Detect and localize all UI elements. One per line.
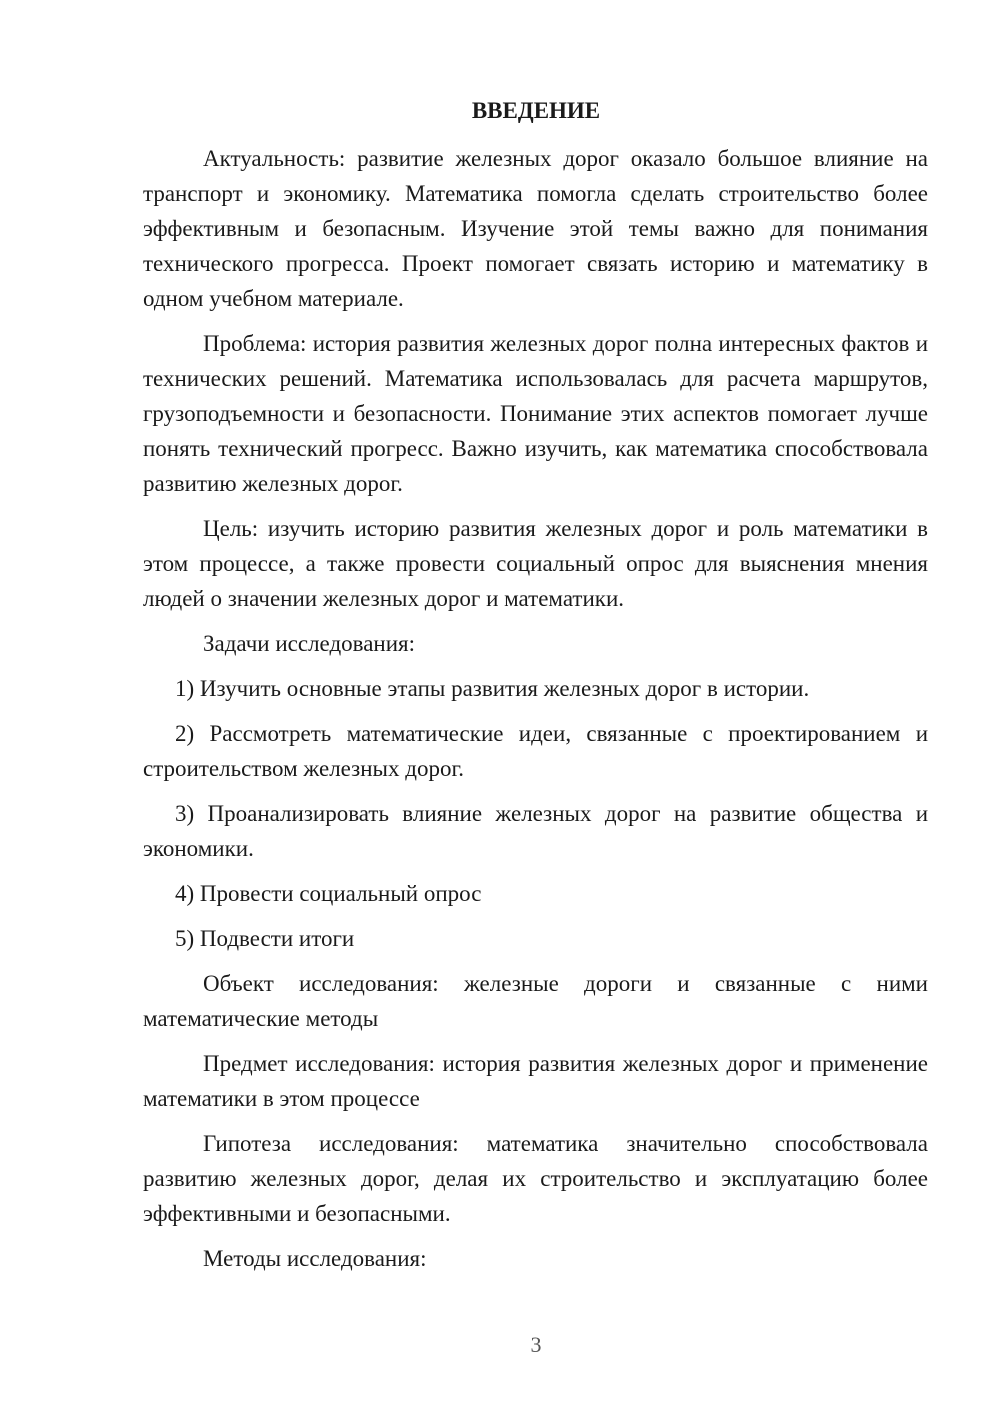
- task-item: 4) Провести социальный опрос: [175, 881, 482, 906]
- paragraph-hypothesis: Гипотеза исследования: математика значительно способствовала развитию железных дорог, делая их строительство и эксплуатацию более эффективными и безопасными.: [143, 1131, 928, 1226]
- paragraph-actuality: Актуальность: развитие железных дорог оказало большое влияние на транспорт и экономику. Математика помогла сделать строительство более эффективным и безопасным. Изучение этой темы важно для понимания технического прогресса. Проект помогает связать историю и математику в одном учебном материале.: [143, 146, 928, 311]
- task-item: 5) Подвести итоги: [175, 926, 355, 951]
- page-number: 3: [530, 1332, 542, 1357]
- paragraph-subject: Предмет исследования: история развития железных дорог и применение математики в этом процессе: [143, 1051, 928, 1111]
- paragraph-object: Объект исследования: железные дороги и связанные с ними математические методы: [143, 971, 928, 1031]
- task-item: 3) Проанализировать влияние железных дорог на развитие общества и экономики.: [143, 801, 928, 861]
- paragraph-problem: Проблема: история развития железных дорог полна интересных фактов и технических решений. Математика использовалась для расчета маршрутов, грузоподъемности и безопасности. Понимание этих аспектов помогает лучше понять технический прогресс. Важно изучить, как математика способствовала развитию железных дорог.: [143, 331, 928, 496]
- task-item: 2) Рассмотреть математические идеи, связанные с проектированием и строительством железных дорог.: [143, 721, 928, 781]
- document-body: [143, 141, 928, 1286]
- methods-heading: Методы исследования:: [203, 1246, 427, 1271]
- paragraph-goal: Цель: изучить историю развития железных дорог и роль математики в этом процессе, а также провести социальный опрос для выяснения мнения людей о значении железных дорог и математики.: [143, 516, 928, 611]
- task-item: 1) Изучить основные этапы развития железных дорог в истории.: [175, 676, 810, 701]
- tasks-heading: Задачи исследования:: [203, 631, 416, 656]
- section-title: ВВЕДЕНИЕ: [471, 98, 601, 123]
